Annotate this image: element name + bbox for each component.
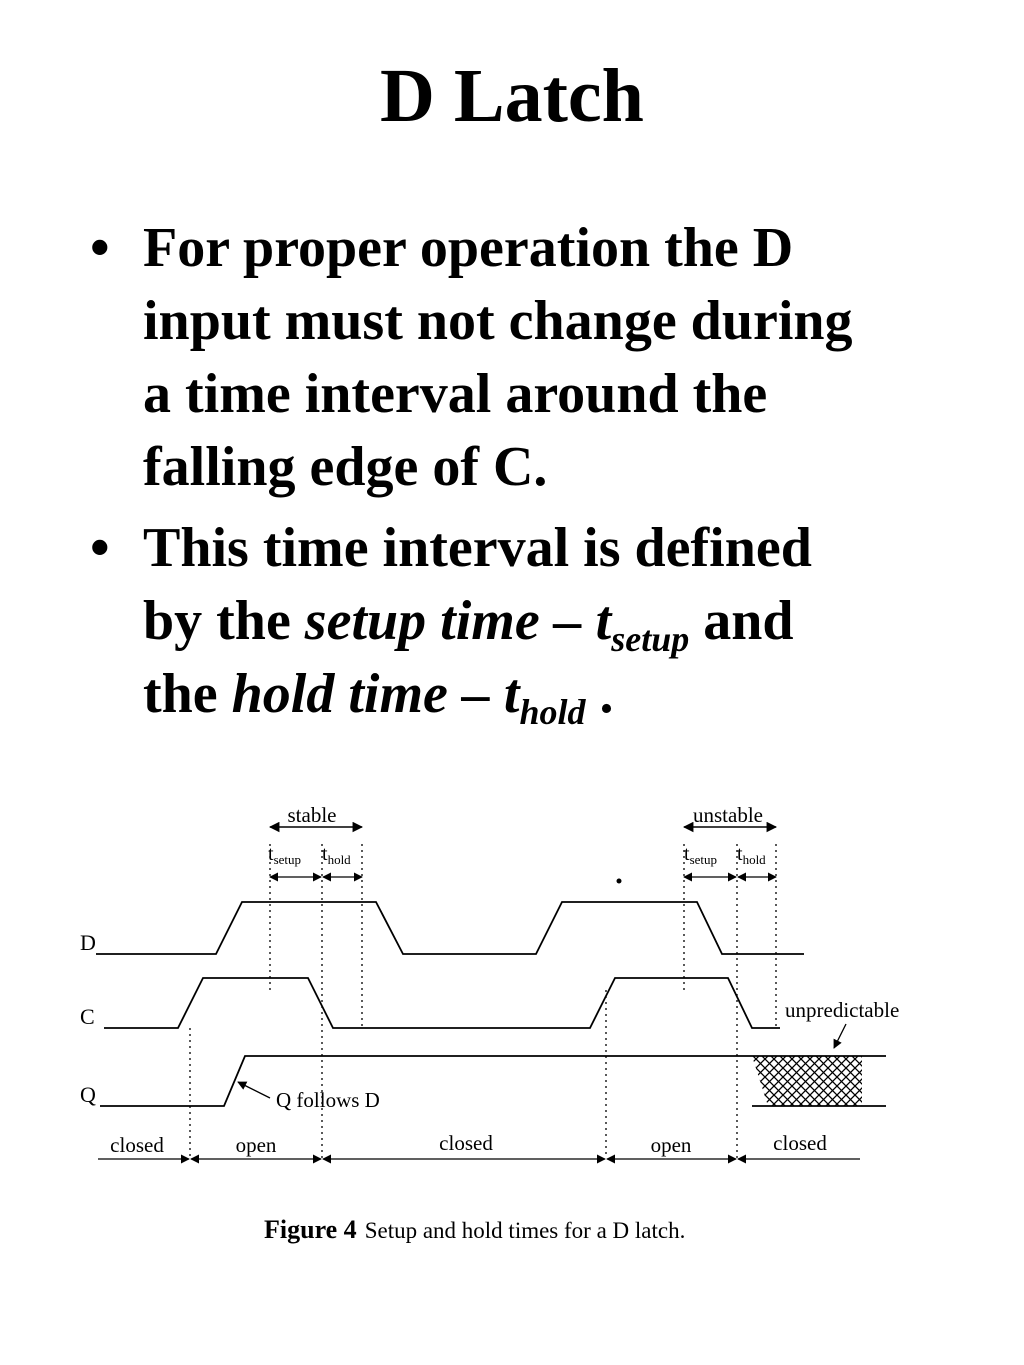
bullet-1-line-2: input must not change during xyxy=(143,290,853,352)
phase-label-closed-2: closed xyxy=(439,1131,493,1155)
signal-label-c: C xyxy=(80,1004,95,1029)
bullet-item-1 xyxy=(90,212,990,504)
phase-label-closed-1: closed xyxy=(110,1133,164,1157)
thold-label-right: $t_{hold}$ xyxy=(737,843,766,867)
d-waveform xyxy=(96,902,804,954)
phase-label-open-1: open xyxy=(235,1133,277,1157)
unpredictable-arrow xyxy=(834,1024,846,1048)
bullet-dot: • xyxy=(90,517,110,579)
page-title: D Latch xyxy=(380,54,644,138)
bullet-1-line-3: a time interval around the xyxy=(143,363,768,425)
figure-caption xyxy=(264,1215,685,1245)
bullet-2-line-2 xyxy=(143,585,990,658)
unpredictable-region xyxy=(752,1056,862,1106)
figure-caption-text: Setup and hold times for a D latch. xyxy=(364,1218,686,1243)
text-fragment: the xyxy=(143,663,232,725)
text-fragment: . xyxy=(585,663,614,725)
stable-label: stable xyxy=(287,803,337,827)
tsetup-label-right: $t_{setup}$ xyxy=(684,843,718,867)
unstable-label: unstable xyxy=(693,803,763,827)
setup-subscript: setup xyxy=(611,619,690,659)
bullet-list xyxy=(90,212,990,739)
bullet-1-line-4: falling edge of C. xyxy=(143,436,548,498)
c-waveform xyxy=(104,978,780,1028)
phase-label-closed-3: closed xyxy=(773,1131,827,1155)
bullet-1-line-1: For proper operation the D xyxy=(143,217,794,279)
bullet-item-2 xyxy=(90,512,990,731)
bullet-dot: • xyxy=(90,217,110,279)
phase-label-open-2: open xyxy=(650,1133,692,1157)
bullet-2-line-3 xyxy=(143,658,990,731)
figure-number: Figure 4 xyxy=(264,1215,357,1244)
hold-subscript: hold xyxy=(519,692,586,732)
bullet-2-line-1: This time interval is defined xyxy=(143,517,812,579)
stray-dot xyxy=(617,879,622,884)
setup-time-term: setup time – t xyxy=(304,590,612,652)
hold-time-term: hold time – t xyxy=(231,663,520,725)
q-follows-arrow xyxy=(238,1082,270,1098)
thold-label-left: $t_{hold}$ xyxy=(322,843,351,867)
text-fragment: by the xyxy=(143,590,305,652)
q-follows-label: Q follows D xyxy=(276,1088,380,1112)
signal-label-d: D xyxy=(80,930,96,955)
tsetup-label-left: $t_{setup}$ xyxy=(268,843,302,867)
signal-label-q: Q xyxy=(80,1082,96,1107)
text-fragment: and xyxy=(689,590,794,652)
timing-diagram xyxy=(0,780,1024,1200)
unpredictable-label: unpredictable xyxy=(785,998,900,1022)
